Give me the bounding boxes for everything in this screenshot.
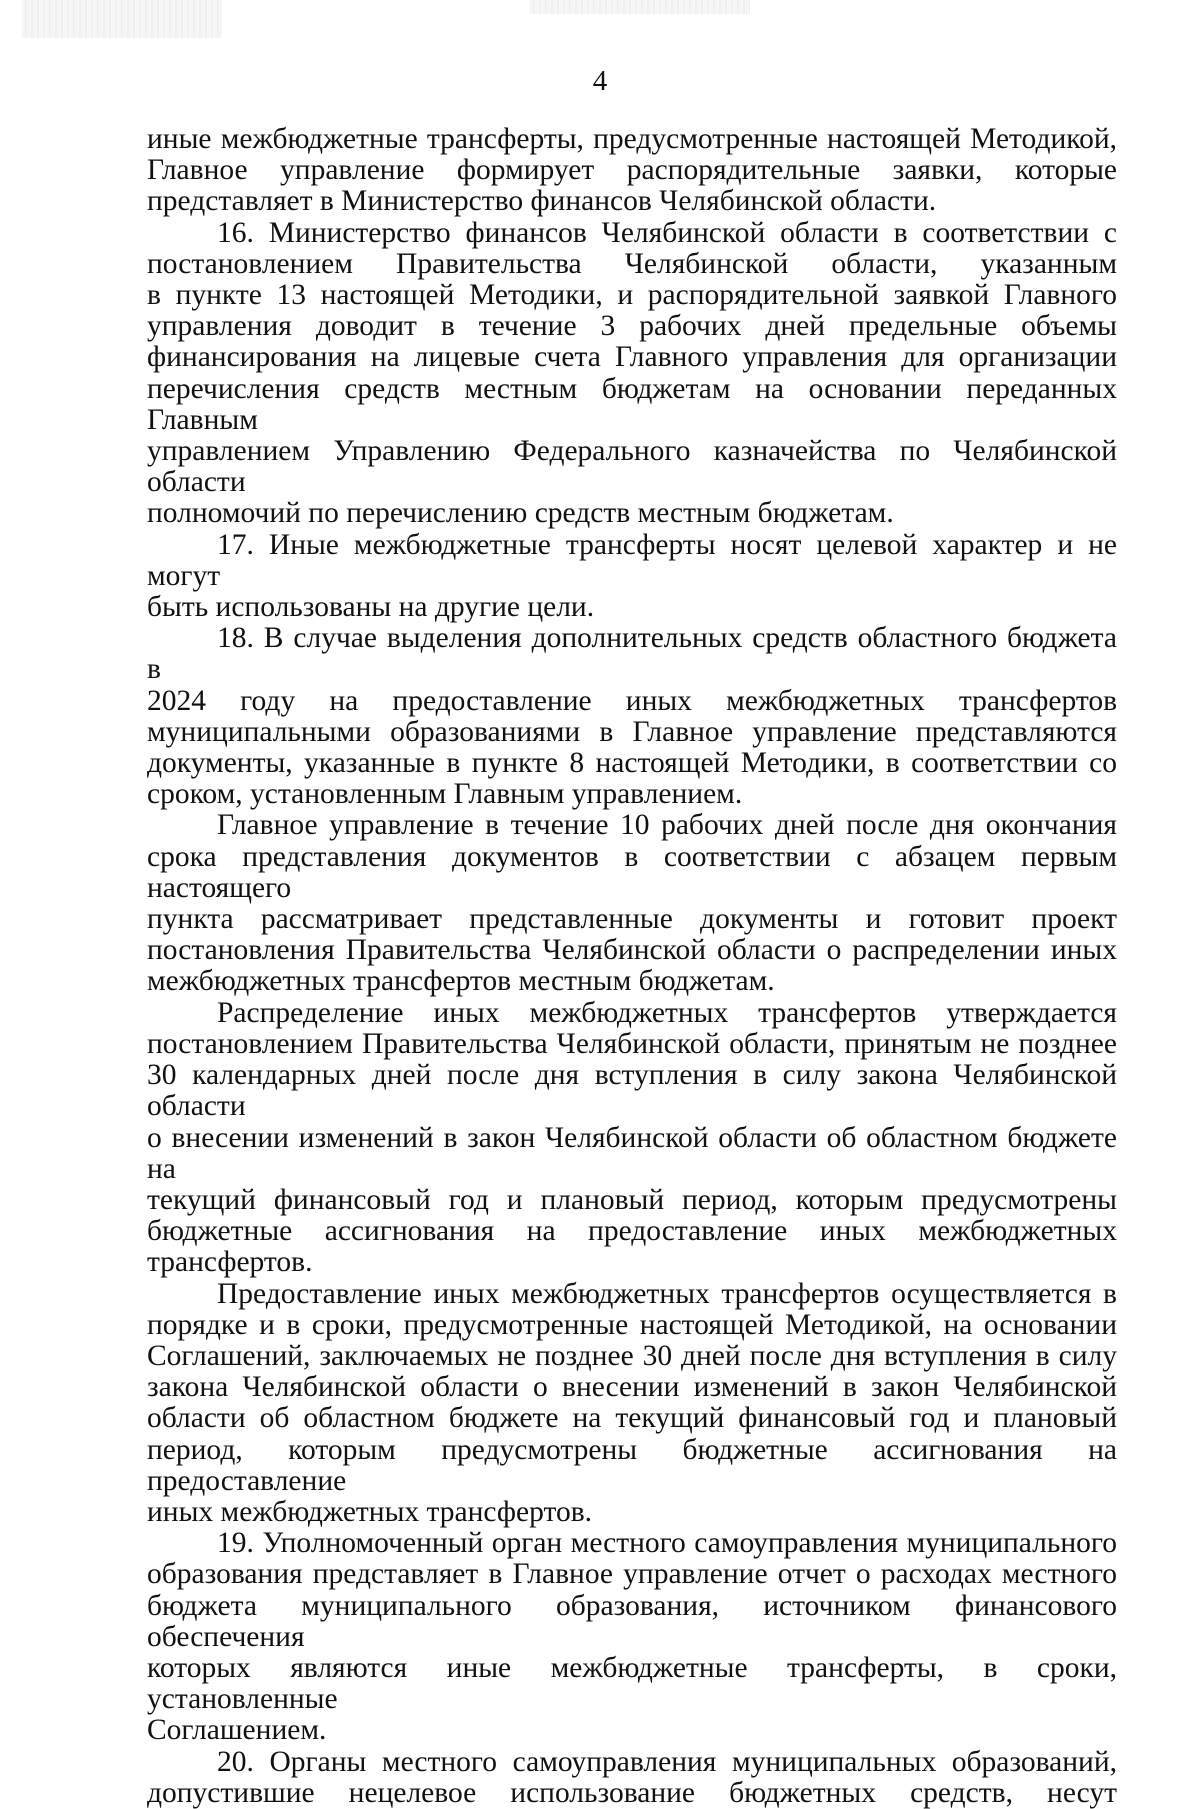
text-line: 20. Органы местного самоуправления муниципальных образований,: [217, 1745, 1117, 1778]
text-line: постановлением Правительства Челябинской области, указанным: [147, 247, 1117, 280]
paragraph: [147, 124, 1117, 218]
text-line: бюджетные ассигнования на предоставление иных межбюджетных: [147, 1215, 1117, 1248]
scan-artifact: [530, 0, 750, 14]
text-line: срока представления документов в соответствии с абзацем первым настоящего: [147, 840, 1117, 904]
text-line: быть использованы на другие цели.: [147, 591, 595, 624]
text-line: бюджета муниципального образования, источником финансового обеспечения: [147, 1589, 1117, 1653]
text-line: 19. Уполномоченный орган местного самоуправления муниципального: [217, 1527, 1117, 1560]
text-line: допустившие нецелевое использование бюджетных средств, несут: [147, 1776, 1117, 1809]
text-line: образования представляет в Главное управление отчет о расходах местного: [147, 1558, 1117, 1591]
text-line: о внесении изменений в закон Челябинской области об областном бюджете на: [147, 1121, 1117, 1185]
text-line: в пункте 13 настоящей Методики, и распорядительной заявкой Главного: [147, 279, 1117, 312]
text-line: период, которым предусмотрены бюджетные ассигнования на предоставление: [147, 1433, 1117, 1497]
scan-artifact: [22, 0, 222, 38]
paragraph: [147, 1747, 1117, 1809]
text-line: Главное управление в течение 10 рабочих дней после дня окончания: [217, 809, 1117, 842]
text-line: документы, указанные в пункте 8 настоящей Методики, в соответствии со: [147, 747, 1117, 780]
text-line: представляет в Министерство финансов Челябинской области.: [147, 185, 937, 218]
text-line: пункта рассматривает представленные документы и готовит проект: [147, 903, 1117, 936]
text-line: управления доводит в течение 3 рабочих дней предельные объемы: [147, 310, 1117, 343]
text-line: управлением Управлению Федерального казначейства по Челябинской области: [147, 435, 1117, 499]
text-line: порядке и в сроки, предусмотренные настоящей Методикой, на основании: [147, 1308, 1117, 1341]
document-body: [147, 124, 1117, 1809]
paragraph: [147, 1279, 1117, 1529]
text-line: Соглашений, заключаемых не позднее 30 дней после дня вступления в силу: [147, 1339, 1117, 1372]
text-line: муниципальными образованиями в Главное управление представляются: [147, 715, 1117, 748]
text-line: 16. Министерство финансов Челябинской области в соответствии с: [217, 216, 1117, 249]
text-line: 30 календарных дней после дня вступления в силу закона Челябинской области: [147, 1059, 1117, 1123]
text-line: Главное управление формирует распорядительные заявки, которые: [147, 154, 1117, 187]
text-line: иных межбюджетных трансфертов.: [147, 1495, 593, 1528]
text-line: текущий финансовый год и плановый период, которым предусмотрены: [147, 1183, 1117, 1216]
paragraph: [147, 623, 1117, 810]
paragraph: [147, 530, 1117, 624]
text-line: полномочий по перечислению средств местным бюджетам.: [147, 497, 894, 530]
paragraph: [147, 998, 1117, 1279]
text-line: Распределение иных межбюджетных трансфертов утверждается: [217, 996, 1117, 1029]
text-line: которых являются иные межбюджетные трансферты, в сроки, установленные: [147, 1651, 1117, 1716]
paragraph: [147, 218, 1117, 530]
text-line: перечисления средств местным бюджетам на основании переданных Главным: [147, 372, 1117, 436]
page-number: 4: [592, 65, 608, 97]
text-line: сроком, установленным Главным управлением.: [147, 778, 743, 811]
text-line: закона Челябинской области о внесении изменений в закон Челябинской: [147, 1371, 1117, 1404]
text-line: трансфертов.: [147, 1246, 313, 1279]
text-line: области об областном бюджете на текущий финансовый год и плановый: [147, 1402, 1117, 1435]
text-line: Предоставление иных межбюджетных трансфертов осуществляется в: [217, 1277, 1117, 1310]
text-line: 18. В случае выделения дополнительных средств областного бюджета в: [147, 622, 1117, 686]
text-line: межбюджетных трансфертов местным бюджетам.: [147, 965, 775, 998]
paragraph: [147, 810, 1117, 997]
text-line: иные межбюджетные трансферты, предусмотренные настоящей Методикой,: [147, 123, 1117, 155]
text-line: финансирования на лицевые счета Главного управления для организации: [147, 341, 1117, 374]
text-line: Соглашением.: [147, 1714, 327, 1747]
text-line: постановлением Правительства Челябинской области, принятым не позднее: [147, 1027, 1117, 1060]
text-line: 2024 году на предоставление иных межбюджетных трансфертов: [147, 684, 1117, 717]
text-line: постановления Правительства Челябинской области о распределении иных: [147, 934, 1117, 967]
text-line: 17. Иные межбюджетные трансферты носят целевой характер и не могут: [147, 528, 1117, 592]
paragraph: [147, 1528, 1117, 1746]
